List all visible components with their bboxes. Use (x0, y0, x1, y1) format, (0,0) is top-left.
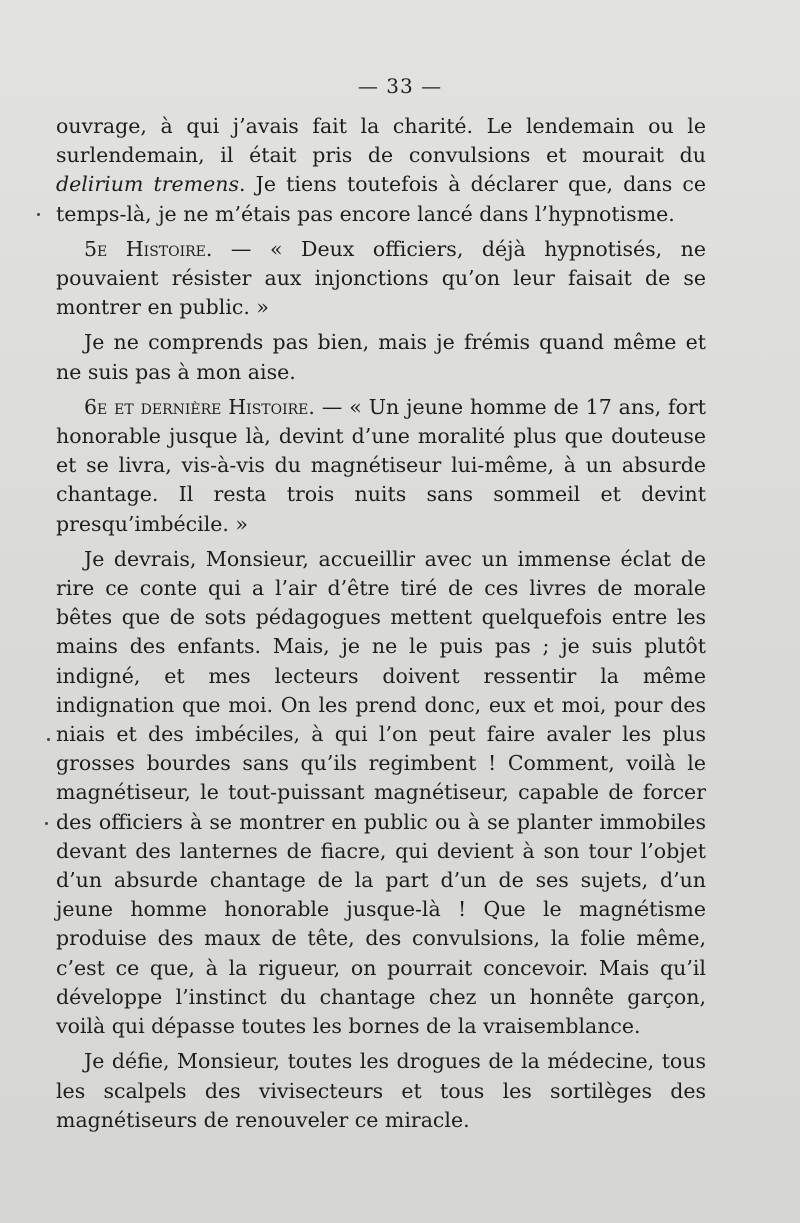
paragraph-5-text: Je devrais, Monsieur, accueillir avec un immense éclat de rire ce conte qui a l’air d’être tiré de ces livres de morale bêtes que de sots pédagogues mettent quelquefois entre les mains des enfants. Mais, je ne le puis pas ; je suis plutôt indigné, et mes lecteurs doivent ressentir la même indignation que moi. On les prend donc, eux et moi, pour des niais et des imbéciles, à qui l’on peut faire avaler les plus grosses bourdes sans qu’ils regimbent ! Comment, voilà le magnétiseur, le tout-puissant magnétiseur, capable de forcer des officiers à se montrer en public ou à se planter immobiles devant des lanternes de fiacre, qui devient à son tour l’objet d’un absurde chantage de la part d’un de ses sujets, d’un jeune homme honorable jusque-là ! Que le magnétisme produise des maux de tête, des convulsions, la folie même, c’est ce que, à la rigueur, on pourrait concevoir. Mais qu’il développe l’instinct du chantage chez un honnête garçon, voilà qui dépasse toutes les bornes de la vraisemblance. (56, 546, 706, 1039)
ink-speck (37, 213, 40, 216)
paragraph-1 (56, 112, 706, 229)
ink-speck (45, 822, 48, 825)
story-5-heading: 5e Histoire. (84, 236, 213, 261)
paragraph-4 (56, 393, 706, 539)
paragraph-3-text: Je ne comprends pas bien, mais je frémis quand même et ne suis pas à mon aise. (56, 330, 706, 384)
ink-speck (47, 738, 50, 741)
paragraph-1-text-after: . Je tiens toutefois à déclarer que, dans ce temps-là, je ne m’étais pas encore lancé dans l’hypnotisme. (56, 172, 706, 226)
paragraph-4-text: — « Un jeune homme de 17 ans, fort honorable jusque là, devint d’une moralité plus que douteuse et se livra, vis-à-vis du magnétiseur lui-même, à un absurde chantage. Il resta trois nuits sans sommeil et devint presqu’imbécile. » (56, 394, 706, 536)
paragraph-1-italic: delirium tremens (56, 172, 239, 197)
paragraph-2 (56, 235, 706, 323)
body-text (56, 112, 706, 1141)
story-6-heading: 6e et dernière Histoire. (84, 394, 315, 419)
paragraph-2-text: — « Deux officiers, déjà hypnotisés, ne pouvaient résister aux injonctions qu’on leur faisait de se montrer en public. » (56, 236, 706, 320)
paragraph-5 (56, 545, 706, 1041)
paragraph-3 (56, 328, 706, 386)
paragraph-6-text: Je défie, Monsieur, toutes les drogues de la médecine, tous les scalpels des vivisecteurs et tous les sortilèges des magnétiseurs de renouveler ce miracle. (56, 1049, 706, 1132)
paragraph-1-text-before: ouvrage, à qui j’avais fait la charité. Le lendemain ou le surlendemain, il était pris de convulsions et mourait du (56, 114, 706, 168)
page-number: — 33 — (357, 74, 443, 98)
paragraph-6 (56, 1047, 706, 1135)
